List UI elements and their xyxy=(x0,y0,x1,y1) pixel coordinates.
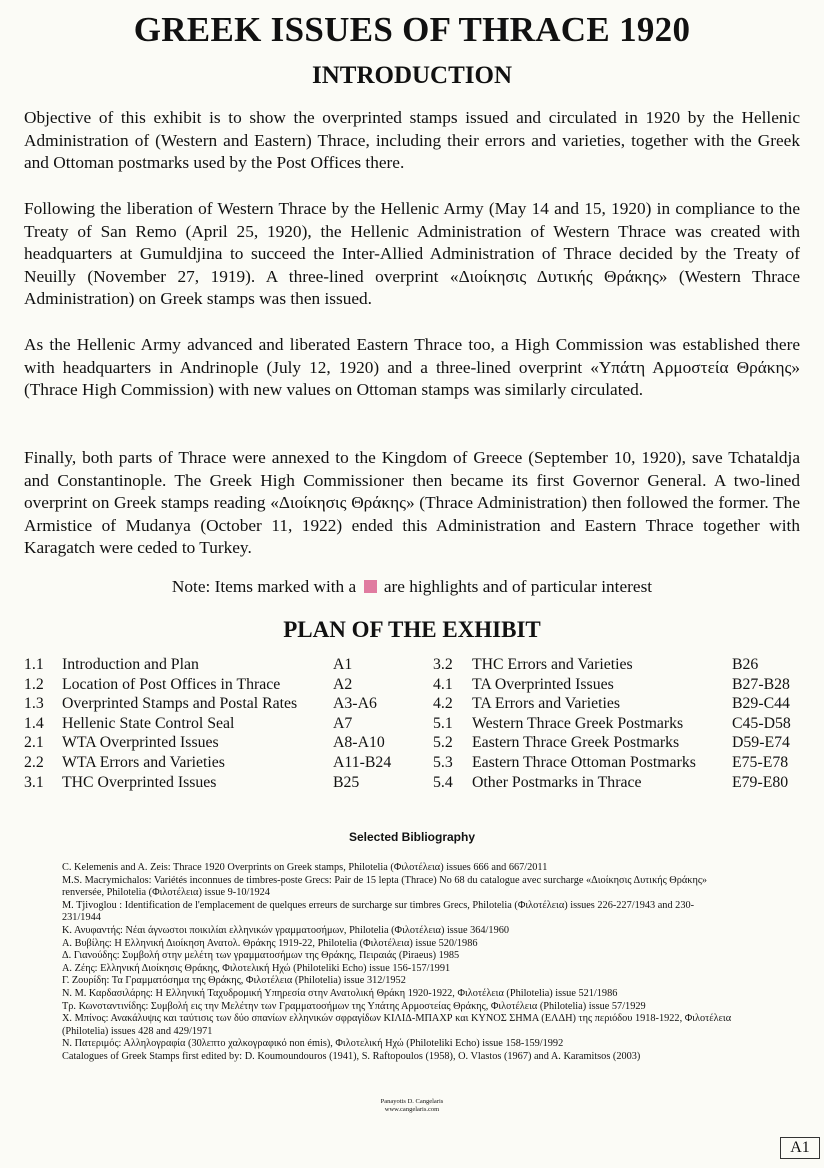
plan-ref: A3-A6 xyxy=(333,695,377,713)
plan-number: 2.2 xyxy=(24,753,44,771)
plan-number: 5.2 xyxy=(433,734,453,752)
bibliography-entry: Τρ. Κωνσταντινίδης: Συμβολή εις την Μελέτην των Γραμματοσήμων της Υπάτης Αρμοστείας Θράκης, Φιλοτέλεια (Philotelia) issue 57/1929 xyxy=(62,1000,646,1012)
plan-label: Hellenic State Control Seal xyxy=(62,714,235,732)
plan-number: 1.2 xyxy=(24,675,44,693)
highlight-marker xyxy=(364,580,377,593)
plan-title: PLAN OF THE EXHIBIT xyxy=(283,617,541,642)
plan-ref: B26 xyxy=(732,656,759,673)
plan-number: 4.2 xyxy=(433,695,453,713)
plan-ref: A2 xyxy=(333,675,353,693)
plan-number: 3.2 xyxy=(433,656,453,673)
plan-label: WTA Overprinted Issues xyxy=(62,734,219,752)
plan-row xyxy=(433,734,813,754)
paragraph-objective: Objective of this exhibit is to show the overprinted stamps issued and circulated in 1920 by the Hellenic Administration of (Western and Eastern) Thrace, including their errors and varieties, together with the Greek and Ottoman postmarks used by the Post Offices there. xyxy=(24,108,800,173)
plan-row xyxy=(24,774,424,794)
paragraph-annexation: Finally, both parts of Thrace were annexed to the Kingdom of Greece (September 10, 1920), save Tchataldja and Constantinople. The Greek High Commissioner then became its first Governor General. A two-lined overprint on Greek stamps reading «Διοίκησις Θράκης» (Thrace Administration) then followed the former. The Armistice of Mudanya (October 11, 1922) ended this Administration and Eastern Thrace together with Karagatch were ceded to Turkey. xyxy=(24,448,800,558)
plan-row xyxy=(433,774,813,794)
bibliography-entry: Κ. Ανυφαντής: Νέαι άγνωστοι ποικιλίαι ελληνικών γραμματοσήμων, Philotelia (Φιλοτέλεια) issue 364/1960 xyxy=(62,924,510,936)
bibliography-entry: Χ. Μπίνος: Ανακάλυψις και ταύτισις των δύο σπανίων ελληνικών σφραγίδων ΚΙΛΙΔ-ΜΠΑΧΡ και ΚΥΝΟΣ ΣΗΜΑ (ΕΛΔΗ) της περιόδου 1918-1922, Φιλοτέλεια (Philotelia) issues 428 and 429/1971 xyxy=(62,1013,732,1037)
page-subtitle: INTRODUCTION xyxy=(311,62,513,89)
plan-row xyxy=(433,656,813,676)
plan-row xyxy=(24,695,424,715)
plan-ref: B25 xyxy=(333,773,360,791)
author-name: Panayotis D. Cangelaris xyxy=(380,1098,444,1105)
plan-ref: B27-B28 xyxy=(732,675,790,693)
bibliography-entry: C. Kelemenis and A. Zeis: Thrace 1920 Overprints on Greek stamps, Philotelia (Φιλοτέλεια) issues 666 and 667/2011 xyxy=(62,862,548,873)
page-number-box: A1 xyxy=(780,1137,820,1159)
plan-label: TA Overprinted Issues xyxy=(472,675,614,693)
plan-label: THC Overprinted Issues xyxy=(62,773,217,791)
plan-list-right xyxy=(433,656,813,793)
plan-label: Eastern Thrace Greek Postmarks xyxy=(472,734,680,752)
bibliography-entry: Ν. Πατεριμός: Αλληλογραφία (30λεπτο χαλκογραφικό non émis), Φιλοτελική Ηχώ (Philoteliki Echo) issue 158-159/1992 xyxy=(62,1038,564,1050)
plan-number: 2.1 xyxy=(24,734,44,752)
bibliography-entry: Δ. Γιανούδης: Συμβολή στην μελέτη των γραμματοσήμων της Θράκης, Πειραιάς (Piraeus) 1985 xyxy=(62,950,460,962)
plan-number: 5.1 xyxy=(433,714,453,732)
plan-row xyxy=(24,754,424,774)
bibliography-entry: M.S. Macrymichalos: Variétés inconnues de timbres-poste Grecs: Pair de 15 lepta (Thrace) No 68 du catalogue avec surcharge «Διοίκησις Δυτικής Θράκης» renversée, Philotelia (Φιλοτέλεια) issue 9-10/1924 xyxy=(62,874,708,899)
plan-list-left xyxy=(24,656,424,793)
plan-number: 3.1 xyxy=(24,773,44,791)
plan-row xyxy=(433,695,813,715)
paragraph-western-thrace: Following the liberation of Western Thrace by the Hellenic Army (May 14 and 15, 1920) in compliance to the Treaty of San Remo (April 25, 1920), the Hellenic Administration of Western Thrace was created with headquarters at Gumuldjina to succeed the Inter-Allied Administration of Thrace decided by the Treaty of Neuilly (November 27, 1919). A three-lined overprint «Διοίκησις Δυτικής Θράκης» (Western Thrace Administration) on Greek stamps was then issued. xyxy=(24,199,800,309)
paragraph-eastern-thrace: As the Hellenic Army advanced and liberated Eastern Thrace too, a High Commission was established there with headquarters in Andrinople (July 12, 1920) and a three-lined overprint «Υπάτη Αρμοστεία Θράκης» (Thrace High Commission) with new values on Ottoman stamps was similarly circulated. xyxy=(24,335,800,400)
bibliography-list xyxy=(62,862,732,1064)
plan-ref: A7 xyxy=(333,714,353,732)
bibliography-title: Selected Bibliography xyxy=(348,830,476,844)
plan-number: 5.3 xyxy=(433,753,453,771)
plan-label: Western Thrace Greek Postmarks xyxy=(472,714,684,732)
bibliography-entry: Α. Ζέης: Ελληνική Διοίκησις Θράκης, Φιλοτελική Ηχώ (Philoteliki Echo) issue 156-157/1991 xyxy=(62,962,451,974)
plan-ref: E75-E78 xyxy=(732,753,789,771)
bibliography-entry: Γ. Ζουρίδη: Τα Γραμματόσημα της Θράκης, Φιλοτέλεια (Philotelia) issue 312/1952 xyxy=(62,975,406,987)
plan-row xyxy=(24,715,424,735)
plan-row xyxy=(433,676,813,696)
note-text-before: Note: Items marked with a xyxy=(171,577,357,596)
plan-row xyxy=(24,676,424,696)
plan-label: Eastern Thrace Ottoman Postmarks xyxy=(472,753,696,771)
plan-number: 5.4 xyxy=(433,773,453,791)
bibliography-entry: Α. Βυβίλης: Η Ελληνική Διοίκηση Ανατολ. Θράκης 1919-22, Philotelia (Φιλοτέλεια) issue 520/1986 xyxy=(62,937,478,949)
note-text-after: are highlights and of particular interest xyxy=(383,577,653,596)
bibliography-entry: M. Tjivoglou : Identification de l'emplacement de quelques erreurs de surcharge sur timbres Grecs, Philotelia (Φιλοτέλεια) issues 226-227/1943 and 230-231/1944 xyxy=(62,899,695,924)
plan-ref: D59-E74 xyxy=(732,734,790,752)
plan-label: Overprinted Stamps and Postal Rates xyxy=(62,695,298,713)
plan-ref: C45-D58 xyxy=(732,714,791,732)
plan-number: 1.4 xyxy=(24,714,44,732)
plan-number: 1.3 xyxy=(24,695,44,713)
plan-label: THC Errors and Varieties xyxy=(472,656,633,673)
plan-row xyxy=(24,656,424,676)
plan-row xyxy=(433,715,813,735)
plan-ref: A8-A10 xyxy=(333,734,385,752)
bibliography-entry: Catalogues of Greek Stamps first edited by: D. Koumoundouros (1941), S. Raftopoulos (1958), O. Vlastos (1967) and A. Karamitsos (2003) xyxy=(62,1050,641,1062)
plan-label: Location of Post Offices in Thrace xyxy=(62,675,281,693)
plan-number: 4.1 xyxy=(433,675,453,693)
page-title: GREEK ISSUES OF THRACE 1920 xyxy=(133,10,691,49)
plan-row xyxy=(433,754,813,774)
plan-label: Other Postmarks in Thrace xyxy=(472,773,642,791)
plan-row xyxy=(24,734,424,754)
plan-ref: B29-C44 xyxy=(732,695,790,713)
plan-label: WTA Errors and Varieties xyxy=(62,753,225,771)
author-credit xyxy=(0,1098,824,1114)
plan-label: Introduction and Plan xyxy=(62,656,199,673)
plan-ref: A1 xyxy=(333,656,353,673)
author-website: www.cangelaris.com xyxy=(384,1106,440,1113)
plan-ref: A11-B24 xyxy=(333,753,392,771)
plan-ref: E79-E80 xyxy=(732,773,789,791)
plan-number: 1.1 xyxy=(24,656,44,673)
highlight-note xyxy=(0,577,824,597)
bibliography-entry: Ν. Μ. Καρδασιλάρης: Η Ελληνική Ταχυδρομική Υπηρεσία στην Ανατολική Θράκη 1920-1922, Φιλοτέλεια (Philotelia) issue 521/1986 xyxy=(62,987,618,999)
plan-label: TA Errors and Varieties xyxy=(472,695,621,713)
